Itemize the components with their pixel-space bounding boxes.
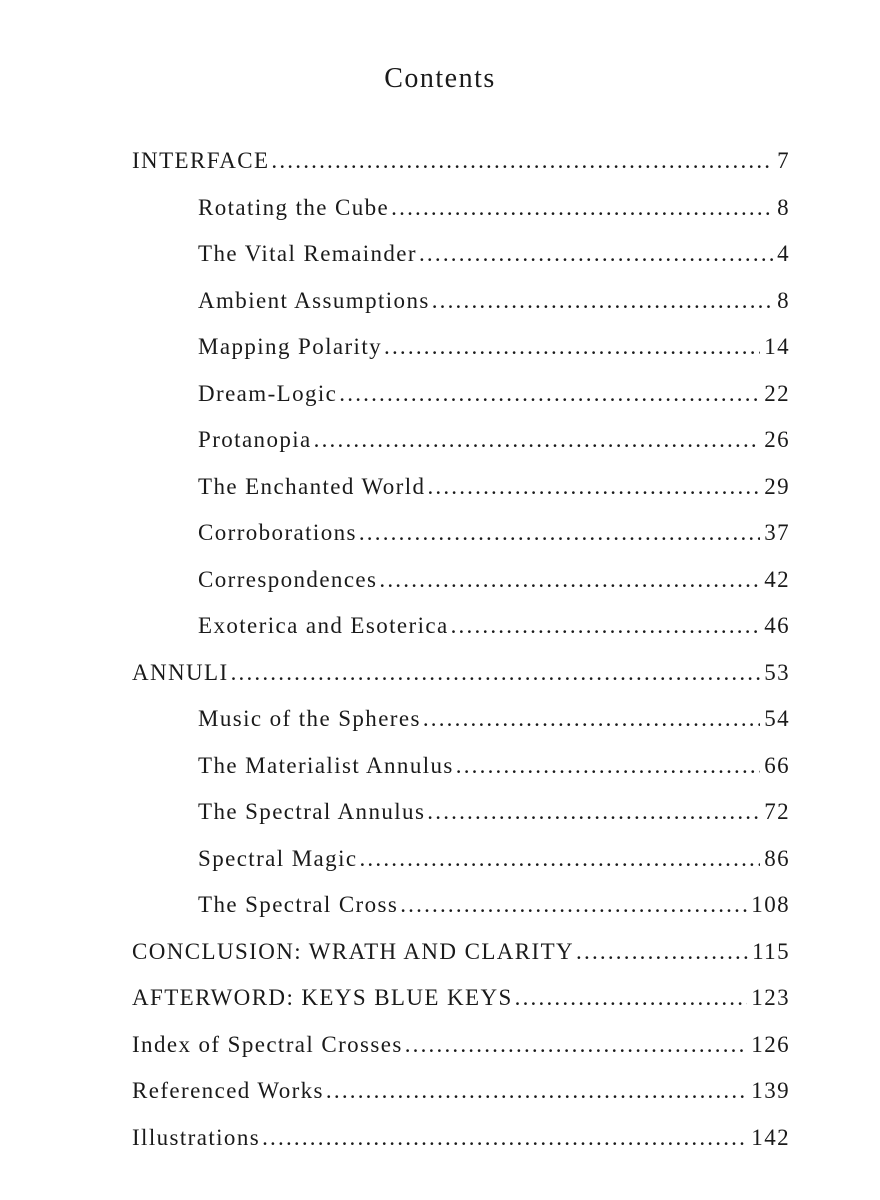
- toc-entry[interactable]: [132, 660, 790, 707]
- dot-leader: [515, 985, 748, 1011]
- toc-subentry[interactable]: [132, 427, 790, 474]
- dot-leader: [456, 753, 760, 779]
- dot-leader: [379, 567, 760, 593]
- toc-subentry[interactable]: [132, 613, 790, 660]
- table-of-contents: [132, 148, 790, 1171]
- toc-entry-title: Illustrations: [132, 1124, 261, 1150]
- toc-entry-title: INTERFACE: [132, 148, 270, 173]
- toc-entry-page-number: 46: [764, 613, 790, 638]
- dot-leader: [326, 1078, 747, 1104]
- dot-leader: [262, 1125, 747, 1151]
- toc-entry-page-number: 42: [764, 566, 790, 592]
- page-title: Contents: [384, 62, 496, 94]
- toc-entry-page-number: 66: [764, 752, 790, 778]
- toc-entry-title: Protanopia: [198, 427, 312, 452]
- toc-entry-page-number: 37: [764, 520, 790, 545]
- toc-subentry[interactable]: [132, 288, 790, 335]
- toc-subentry[interactable]: [132, 567, 790, 614]
- dot-leader: [314, 427, 761, 453]
- dot-leader: [405, 1032, 748, 1058]
- dot-leader: [427, 474, 760, 500]
- toc-entry[interactable]: [132, 939, 790, 986]
- toc-entry-title: Rotating the Cube: [198, 194, 390, 220]
- toc-entry-title: The Spectral Annulus: [198, 799, 426, 824]
- toc-entry-page-number: 8: [777, 194, 790, 220]
- toc-entry-page-number: 29: [764, 473, 790, 499]
- toc-entry-page-number: 72: [764, 799, 790, 824]
- toc-entry-page-number: 126: [751, 1031, 790, 1057]
- dot-leader: [423, 706, 760, 732]
- toc-entry-title: Referenced Works: [132, 1078, 324, 1103]
- toc-subentry[interactable]: [132, 241, 790, 288]
- toc-entry[interactable]: [132, 148, 790, 195]
- toc-subentry[interactable]: [132, 195, 790, 242]
- toc-entry-page-number: 108: [751, 892, 790, 917]
- toc-entry-page-number: 26: [764, 427, 790, 452]
- toc-entry-title: AFTERWORD: KEYS BLUE KEYS: [132, 985, 513, 1010]
- toc-entry-page-number: 139: [751, 1078, 790, 1103]
- toc-entry-title: CONCLUSION: WRATH AND CLARITY: [132, 938, 575, 964]
- toc-subentry[interactable]: [132, 706, 790, 753]
- dot-leader: [339, 381, 760, 407]
- dot-leader: [400, 892, 747, 918]
- dot-leader: [391, 195, 773, 221]
- dot-leader: [427, 799, 760, 825]
- toc-entry-page-number: 14: [764, 334, 790, 359]
- toc-entry-title: Spectral Magic: [198, 845, 358, 871]
- dot-leader: [271, 148, 773, 174]
- toc-subentry[interactable]: [132, 846, 790, 893]
- toc-entry-page-number: 4: [777, 241, 790, 266]
- toc-entry-title: Correspondences: [198, 566, 378, 592]
- toc-entry-page-number: 54: [764, 706, 790, 731]
- dot-leader: [419, 241, 773, 267]
- toc-subentry[interactable]: [132, 474, 790, 521]
- toc-entry-title: Mapping Polarity: [198, 334, 383, 359]
- toc-entry[interactable]: [132, 1125, 790, 1172]
- toc-entry-title: Dream-Logic: [198, 380, 338, 406]
- toc-subentry[interactable]: [132, 381, 790, 428]
- toc-entry-page-number: 8: [777, 287, 790, 313]
- toc-entry-title: The Materialist Annulus: [198, 752, 454, 778]
- toc-entry-title: ANNULI: [132, 659, 229, 685]
- toc-entry-page-number: 53: [764, 659, 790, 685]
- dot-leader: [231, 660, 761, 686]
- toc-entry-page-number: 22: [764, 380, 790, 406]
- toc-entry[interactable]: [132, 1032, 790, 1079]
- toc-subentry[interactable]: [132, 520, 790, 567]
- toc-entry-title: Corroborations: [198, 520, 357, 545]
- toc-entry-title: The Spectral Cross: [198, 892, 399, 917]
- dot-leader: [576, 939, 748, 965]
- dot-leader: [451, 613, 761, 639]
- toc-subentry[interactable]: [132, 334, 790, 381]
- toc-entry[interactable]: [132, 1078, 790, 1125]
- dot-leader: [359, 846, 760, 872]
- toc-entry-title: Ambient Assumptions: [198, 287, 430, 313]
- toc-entry-page-number: 115: [752, 938, 790, 964]
- toc-entry-title: Exoterica and Esoterica: [198, 613, 449, 638]
- toc-entry-title: Index of Spectral Crosses: [132, 1031, 403, 1057]
- dot-leader: [384, 334, 760, 360]
- toc-entry-page-number: 142: [751, 1124, 790, 1150]
- toc-entry-title: The Enchanted World: [198, 473, 426, 499]
- toc-entry-page-number: 7: [777, 148, 790, 173]
- toc-entry-title: The Vital Remainder: [198, 241, 417, 266]
- dot-leader: [432, 288, 773, 314]
- toc-subentry[interactable]: [132, 892, 790, 939]
- toc-entry-title: Music of the Spheres: [198, 706, 421, 731]
- toc-subentry[interactable]: [132, 753, 790, 800]
- toc-subentry[interactable]: [132, 799, 790, 846]
- toc-entry-page-number: 86: [764, 845, 790, 871]
- toc-entry[interactable]: [132, 985, 790, 1032]
- toc-entry-page-number: 123: [751, 985, 790, 1010]
- dot-leader: [359, 520, 760, 546]
